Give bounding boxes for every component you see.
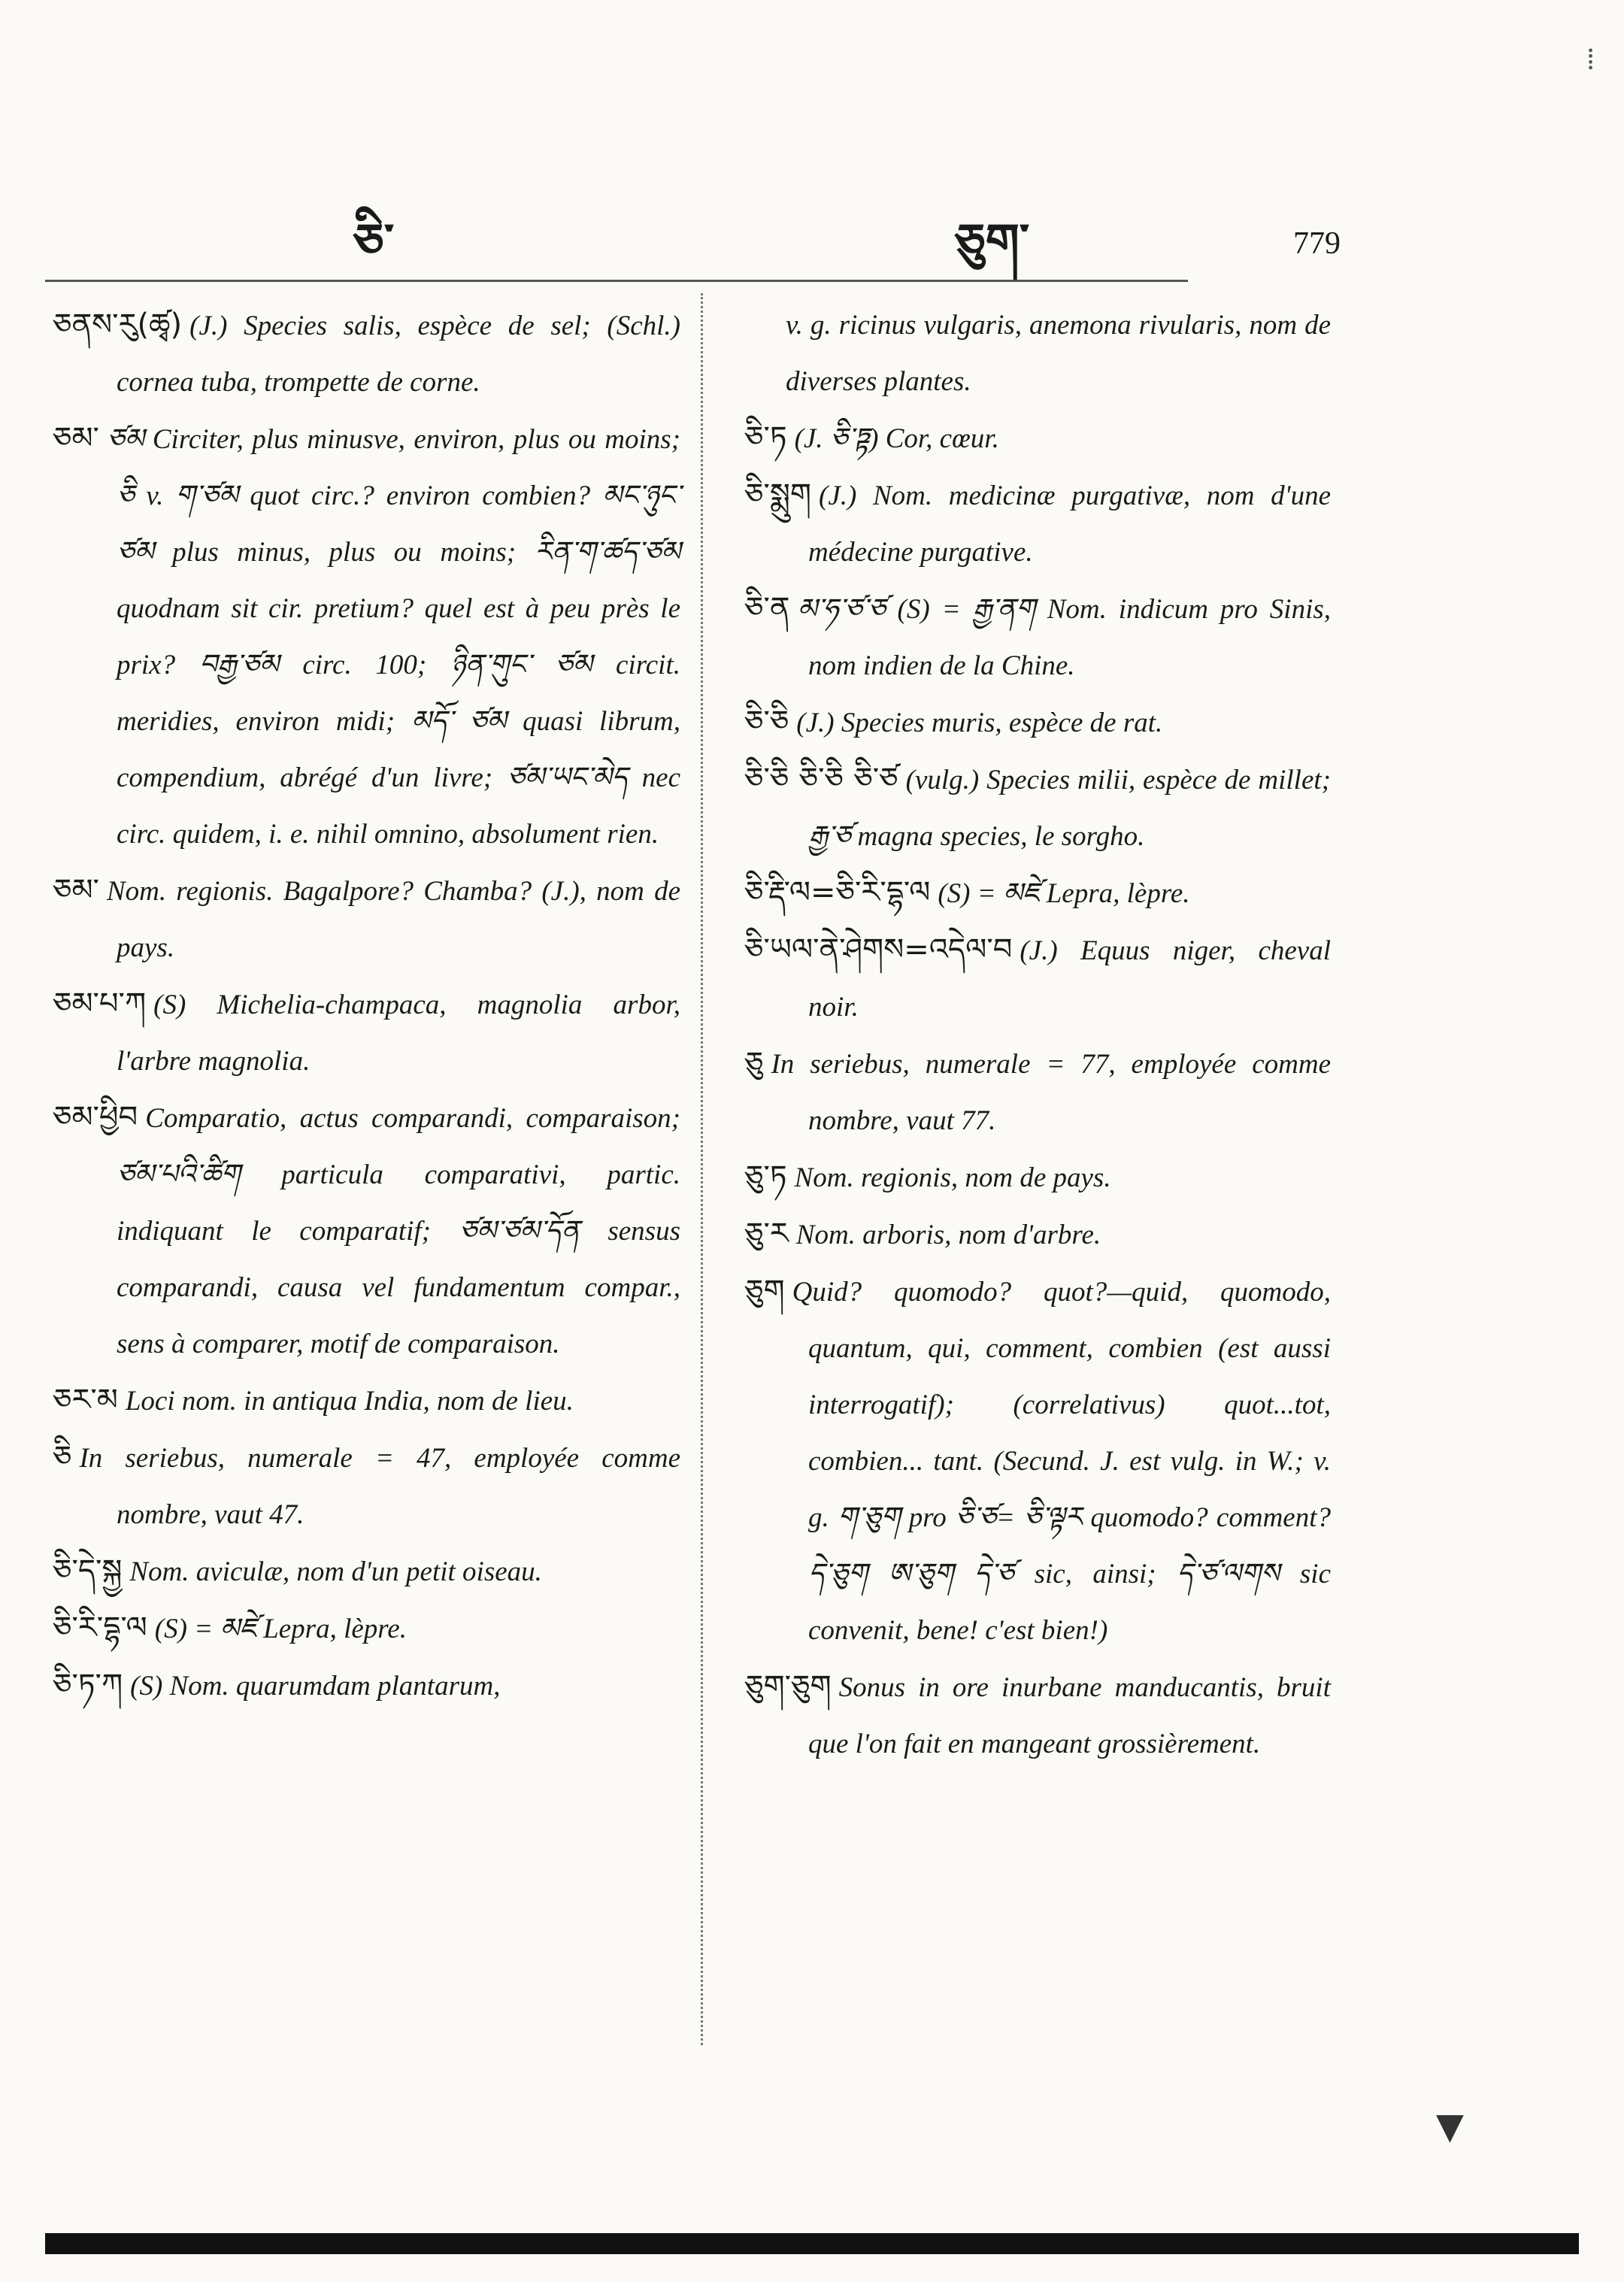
- dictionary-entry: [53, 297, 680, 411]
- entry-headword: ཅམ་: [53, 421, 99, 456]
- entry-definition: (J.) Species muris, espèce de rat.: [796, 708, 1163, 738]
- entry-headword: ཅི་ན: [744, 591, 790, 626]
- dictionary-entry: [53, 1089, 680, 1372]
- dictionary-entry: [53, 862, 680, 976]
- dictionary-entry: [53, 1429, 680, 1543]
- dictionary-entry: [53, 1657, 680, 1714]
- header-rule: [45, 280, 1188, 282]
- printer-mark: ▼: [1436, 2105, 1464, 2147]
- entry-headword: ཅམ་ཕྱིབ: [53, 1100, 138, 1135]
- entry-definition: (vulg.) Species milii, espèce de millet; རྒྱ་ཙ magna species, le sorgho.: [808, 765, 1331, 852]
- entry-definition: (J.) Species salis, espèce de sel; (Schl.) cornea tuba, trompette de corne.: [117, 311, 680, 398]
- dictionary-entry: [53, 411, 680, 862]
- entry-definition: In seriebus, numerale = 47, employée comme nombre, vaut 47.: [79, 1443, 680, 1530]
- entry-headword: ཅམ་པ་ཀ: [53, 986, 147, 1021]
- entry-definition: Quid? quomodo? quot?—quid, quomodo, quantum, qui, comment, combien (est aussi interrogatif); (correlativus) quot...tot, combien... tant. (Secund. J. est vulg. in W.; v. g. ག་ཅུག pro ཅི་ཙ= ཅི་ལྟར quomodo? comment? དེ་ཅུག ཨ་ཅུག དེ་ཙ sic, ainsi; དེ་ཙ་ལགས sic convenit, bene! c'est bien!): [792, 1277, 1331, 1646]
- page-corner-mark: ⁞: [1586, 42, 1595, 77]
- entry-definition: Sonus in ore inurbane manducantis, bruit que l'on fait en mangeant grossièrement.: [808, 1672, 1331, 1759]
- entry-headword: ཅུ་ར: [744, 1217, 789, 1251]
- dictionary-entry: [744, 751, 1331, 865]
- entry-definition: (S) Nom. quarumdam plantarum,: [130, 1671, 501, 1702]
- entry-definition: མ་ཧ་ཙ་ཙ (S) = རྒྱ་ནག Nom. indicum pro Sinis, nom indien de la Chine.: [797, 594, 1331, 681]
- entry-headword: ཅི་ཏ: [744, 420, 787, 455]
- dictionary-entry: [744, 1149, 1331, 1206]
- entry-headword: ཅི་ཏ་ཀ: [53, 1668, 123, 1702]
- entry-definition: Nom. arboris, nom d'arbre.: [795, 1220, 1101, 1250]
- running-head-left: ཅི་: [353, 214, 395, 270]
- left-column: [53, 297, 680, 1714]
- entry-headword: ཅི་ཅི: [744, 705, 789, 739]
- entry-headword: ཅར་མ: [53, 1383, 118, 1417]
- entry-definition: Nom. aviculæ, nom d'un petit oiseau.: [129, 1556, 542, 1587]
- entry-headword: ཅི: [53, 1440, 72, 1474]
- entry-headword: ཅི་དེ་སྐྱ: [53, 1553, 123, 1588]
- right-column: [744, 297, 1331, 1772]
- entry-definition: (S) = མཛེ Lepra, lèpre.: [154, 1614, 407, 1644]
- entry-headword: ཅི་རི་དྷ་ལ: [53, 1611, 147, 1645]
- entry-definition: Comparatio, actus comparandi, comparaison; ཙམ་པའི་ཚིག particula comparativi, partic. indiquant le comparatif; ཙམ་ཙམ་དོན sensus comparandi, causa vel fundamentum compar., sens à comparer, motif de comparaison.: [117, 1103, 680, 1359]
- dictionary-entry: [744, 1263, 1331, 1659]
- dictionary-entry: [744, 694, 1331, 751]
- entry-headword: ཅི་སྨུག: [744, 477, 811, 512]
- entry-headword: ཅུ་ཏ: [744, 1159, 787, 1194]
- entry-definition: Nom. regionis. Bagalpore? Chamba? (J.), nom de pays.: [106, 876, 680, 963]
- entry-definition: (J.) Nom. medicinæ purgativæ, nom d'une médecine purgative.: [808, 480, 1331, 568]
- dictionary-entry: [53, 1600, 680, 1657]
- dictionary-entry: [744, 922, 1331, 1035]
- entry-definition: (S) = མཛེ Lepra, lèpre.: [938, 878, 1190, 909]
- dictionary-entry: [744, 580, 1331, 694]
- entry-definition: ཙམ Circiter, plus minusve, environ, plus ou moins; ཅི v. ག་ཙམ quot circ.? environ combien? མང་ཉུང་ཙམ plus minus, plus ou moins; རིན་ག་ཚད་ཙམ quodnam sit cir. pretium? quel est à peu près le prix? བརྒྱ་ཙམ circ. 100; ཉིན་གུང་ ཙམ circit. meridies, environ midi; མདོ་ ཙམ quasi librum, compendium, abrégé d'un livre; ཙམ་ཡང་མེད nec circ. quidem, i. e. nihil omnino, absolument rien.: [106, 424, 680, 850]
- entry-definition: v. g. ricinus vulgaris, anemona rivularis, nom de diverses plantes.: [786, 310, 1331, 397]
- column-divider: [701, 293, 703, 2045]
- entry-headword: ཅུག: [744, 1274, 785, 1308]
- dictionary-entry: [53, 1372, 680, 1429]
- entry-definition: (S) Michelia-champaca, magnolia arbor, l'arbre magnolia.: [117, 989, 680, 1077]
- dictionary-entry: [53, 976, 680, 1089]
- bottom-rule: [45, 2233, 1579, 2254]
- entry-headword: ཅི་ཅི ཅི་ཅི ཅི་ཙ: [744, 762, 898, 796]
- running-head-right: ཅུག་: [955, 214, 1030, 270]
- dictionary-entry: [744, 1206, 1331, 1263]
- entry-definition: (J. ཅི་ཏྟ) Cor, cœur.: [794, 423, 999, 454]
- entry-definition: (J.) Equus niger, cheval noir.: [808, 935, 1331, 1023]
- entry-definition: In seriebus, numerale = 77, employée comme nombre, vaut 77.: [771, 1049, 1331, 1136]
- entry-definition: Loci nom. in antiqua India, nom de lieu.: [125, 1386, 574, 1417]
- entry-headword: ཅི་ཡལ་ནེ་ཤེགས=འདེལ་བ: [744, 932, 1013, 967]
- entry-headword: ཅི་རྡི་ལ=ཅི་རི་དྷ་ལ: [744, 875, 931, 910]
- page-number: 779: [1293, 226, 1341, 261]
- dictionary-entry: [53, 1543, 680, 1600]
- dictionary-entry: [744, 865, 1331, 922]
- dictionary-entry: [744, 1035, 1331, 1149]
- dictionary-entry: [744, 297, 1331, 410]
- dictionary-entry: [744, 410, 1331, 467]
- dictionary-entry: [744, 1659, 1331, 1772]
- entry-headword: ཅམ་: [53, 873, 99, 908]
- entry-headword: ཅུག་ཅུག: [744, 1669, 832, 1704]
- dictionary-entry: [744, 467, 1331, 580]
- entry-definition: Nom. regionis, nom de pays.: [794, 1162, 1111, 1193]
- entry-headword: ཅནས་རུ(ཚྭ): [53, 308, 183, 342]
- entry-headword: ཅུ: [744, 1046, 764, 1080]
